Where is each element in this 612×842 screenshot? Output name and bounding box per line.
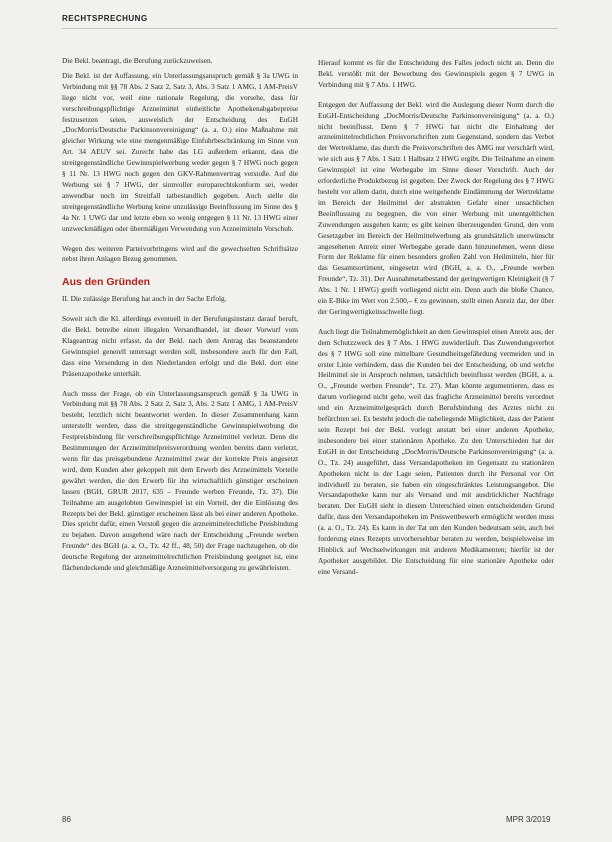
journal-issue: MPR 3/2019 [506,815,551,824]
paragraph: Die Bekl. beantragt, die Berufung zurückzuweisen. [62,56,213,65]
paragraph: Auch muss der Frage, ob ein Unterlassungsanspruch gemäß § 3a UWG in Verbindung mit §§ 78 Abs. 2 Satz 2, Satz 3, Abs. 2 Satz 1 AMG, 1 AM-PreisV besteht, letztlich nicht beantwortet werden. In dieser Zusammenhang kann unterstellt werden, dass die streitgegenständliche Gewinnspielwerbung die Festpreisbindung für verschreibungspflichtige Arzneimittel verletzt. Denn die Bestimmungen der Arzneimittelpreisverordnung werden bereits dann verletzt, wenn für das preisgebundene Arzneimittel zwar der korrekte Preis angesetzt wird, dem Kunden aber gekoppelt mit dem Erwerb des Arzneimittels Vorteile gewährt werden, die den Erwerb für ihn wirtschaftlich günstiger erscheinen lassen (BGH, GRUR 2017, 635 – Freunde werben Freunde, Tz. 37). Die Teilnahme am ausgelobten Gewinnspiel ist ein Vorteil, der die Einlösung des Rezepts bei der Bekl. günstiger erscheinen lässt als bei einer anderen Apotheke. Dies spricht dafür, einen Verstoß gegen die arzneimittelrechtliche Preisbindung zu bejahen. Davon ausgehend wäre nach der Entscheidung „Freunde werben Freunde“ des BGH (a. a. O., Tz. 42 ff., 48, 50) der Frage nachzugehen, ob die deutsche Regelung der arzneimittelrechtlichen Preisbindung geeignet ist, eine flächendeckende und gleichmäßige Arzneimittelversorgung zu gewährleisten. [62,388,298,573]
paragraph: Soweit sich die Kl. allerdings eventuell in der Berufungsinstanz darauf beruft, die Bekl. betreibe einen illegalen Versandhandel, ist dieser Vorwurf vom Klageantrag nicht erfasst, da der Bekl. nach dem Antrag das beanstandete Gewinnspiel generell untersagt werden soll, insbesondere auch für den Fall, dass eine Versendung in den Niederlanden erfolgt und die Bekl. dort eine Präsenzapotheke unterhält. [62,314,298,378]
paragraph: Entgegen der Auffassung der Bekl. wird die Auslegung dieser Norm durch die EuGH-Entscheidung „DocMorris/Deutsche Parkinsonvereinigung“ (a. a. O.) nicht beeinflusst. Denn § 7 HWG hat nicht die Einhaltung der arzneimittelrechtlichen Preisvorschriften zum Gegenstand, sondern das Verbot der Wertreklame, das durch die Preisvorschriften des AMG nur verschärft wird, wie sich aus § 7 Abs. 1 Satz 1 Halbsatz 2 HWG ergibt. Die Teilnahme an einem Gewinnspiel ist eine Werbegabe im Sinne dieser Vorschrift. Auch der erforderliche Produktbezug ist gegeben. Der Zweck der Regelung des § 7 HWG besteht vor allem darin, durch eine weitgehende Eindämmung der Wertreklame im Bereich der Heilmittel der abstrakten Gefahr einer unsachlichen Beeinflussung zu begegnen, die von einer Werbung mit unentgeltlichen Zuwendungen ausgehen kann; es gibt keinen überzeugenden Grund, den vom Gesetzgeber im Bereich der Heilmittelwerbung als grundsätzlich unerwünscht angesehenen Anreiz einer Werbegabe gerade dann hinzunehmen, wenn diese Form der Reklame für einen besonders großen Zahl von Heilmitteln, hier für das Gesamtsortiment, eingesetzt wird (BGH, a. a. O., „Freunde werben Freunde“, Tz. 31). Der Ausnahmetatbestand der geringwertigen Kleinigkeit (§ 7 Abs. 1 Nr. 1 HWG) greift vorliegend nicht ein. Denn auch die bloße Chance, ein E-Bike im Wert von 2.500,– € zu gewinnen, stellt einen Anreiz dar, der über der Geringwertigkeitsschwelle liegt. [318,99,554,316]
right-column [318,58,554,587]
subheading: II. Die zulässige Berufung hat auch in der Sache Erfolg. [62,294,227,304]
section-heading: Aus den Gründen [62,276,151,289]
paragraph: Hierauf kommt es für die Entscheidung des Falles jedoch nicht an. Denn die Bekl. verstößt mit der Bewerbung des Gewinnspiels gegen § 7 UWG in Verbindung mit § 7 Abs. 1 HWG. [318,58,554,89]
running-header [62,14,558,29]
paragraph: Wegen des weiteren Parteivorbringens wird auf die gewechselten Schriftsätze nebst ihren Anlagen Bezug genommen. [62,243,298,264]
page-number: 86 [62,815,71,824]
paragraph: Die Bekl. ist der Auffassung, ein Unterlassungsanspruch gemäß § 3a UWG in Verbindung mit §§ 78 Abs. 2 Satz 2, Satz 3, Abs. 3 Satz 1 AMG, 1 AM-PreisV liege nicht vor, weil eine nationale Regelung, die vorsehe, dass für verschreibungspflichtige Arzneimittel einheitliche Apothekenabgabepreise festzusetzen seien, ausweislich der Entscheidung des EuGH „DocMorris/Deutsche Parkinsonvereinigung“ (a. a. O.) eine Maßnahme mit gleicher Wirkung wie eine mengenmäßige Einfuhrbeschränkung im Sinne von Art. 34 AEUV sei. Zurecht habe das LG außerdem erkannt, dass die streitgegenständliche Gewinnspielwerbung weder gegen § 7 HWG noch gegen § 11 Nr. 13 HWG noch gegen den GKV-Rahmenvertrag verstoße. Auf die Werbung sei § 7 HWG, der sinnvoller europarechtskonform sei, weder anwendbar noch im Streitfall tatbestandlich gegeben. Auch stelle die streitgegenständliche Werbung keine unzulässige Beeinflussung im Sinne des § 4a Nr. 1 UWG dar und letzte eben so wenig entgegen § 11 Nr. 13 HWG einer unzweckmäßigen oder übermäßigen Verwendung von Arzneimitteln Vorschub. [62,70,298,233]
paragraph: Auch liegt die Teilnahmemöglichkeit an dem Gewinnspiel einen Anreiz aus, der dem Schutzzweck des § 7 Abs. 1 HWG zuwiderläuft. Das Zuwendungsverbot des § 7 HWG soll eine mittelbare Gesundheitsgefährdung vermeiden und in erster Linie verhindern, dass die Kunden bei der Entscheidung, ob und welche Heilmittel sie in Anspruch nehmen, tatsächlich beeinflusst werden (BGH, a. a. O., „Freunde werben Freunde“, Tz. 27). Man könnte argumentieren, dass es darum vorliegend nicht gehe, weil das fragliche Arzneimittel bereits verordnet und ein Arzneimittelgespräch durch Berufsbindung des Arztes nicht zu befürchten sei. Es besteht jedoch die naheliegende Möglichkeit, dass der Patient sein Rezept bei der Bekl. vorlegt anstatt bei einer anderen Apotheke, insbesondere bei einer stationären Apotheke. Zu den Unterschieden hat der EuGH in der Entscheidung „DocMorris/Deutsche Parkinsonvereinigung“ (a. a. O., Tz. 24) ausgeführt, dass Versandapotheken im Gegensatz zu stationären Apotheken nicht in der Lage seien, Patienten durch ihr Personal vor Ort individuell zu beraten, sie haben ein eingeschränktes Leistungsangebot. Die Versandapotheke kann nur als Versand und mit ausdrücklicher Nachfrage beraten. Der EuGH sieht in diesem Unterschied einen entscheidenden Grund dafür, dass den Versandapotheken im Preiswettbewerb ermöglicht werden muss (a. a. O., Tz. 24). Es kann in der Tat um den Kunden bedeutsam sein, auch bei forderung eines Rezepts unvorhersehbar beraten zu werden, beispielsweise im Hinblick auf Wechselwirkungen mit anderen Medikamenten; hierfür ist der Apotheker ausgebildet. Die Entscheidung für eine stationäre Apotheke oder eine Versand- [318,326,554,576]
section-label: RECHTSPRECHUNG [62,14,148,23]
left-column [62,56,298,583]
